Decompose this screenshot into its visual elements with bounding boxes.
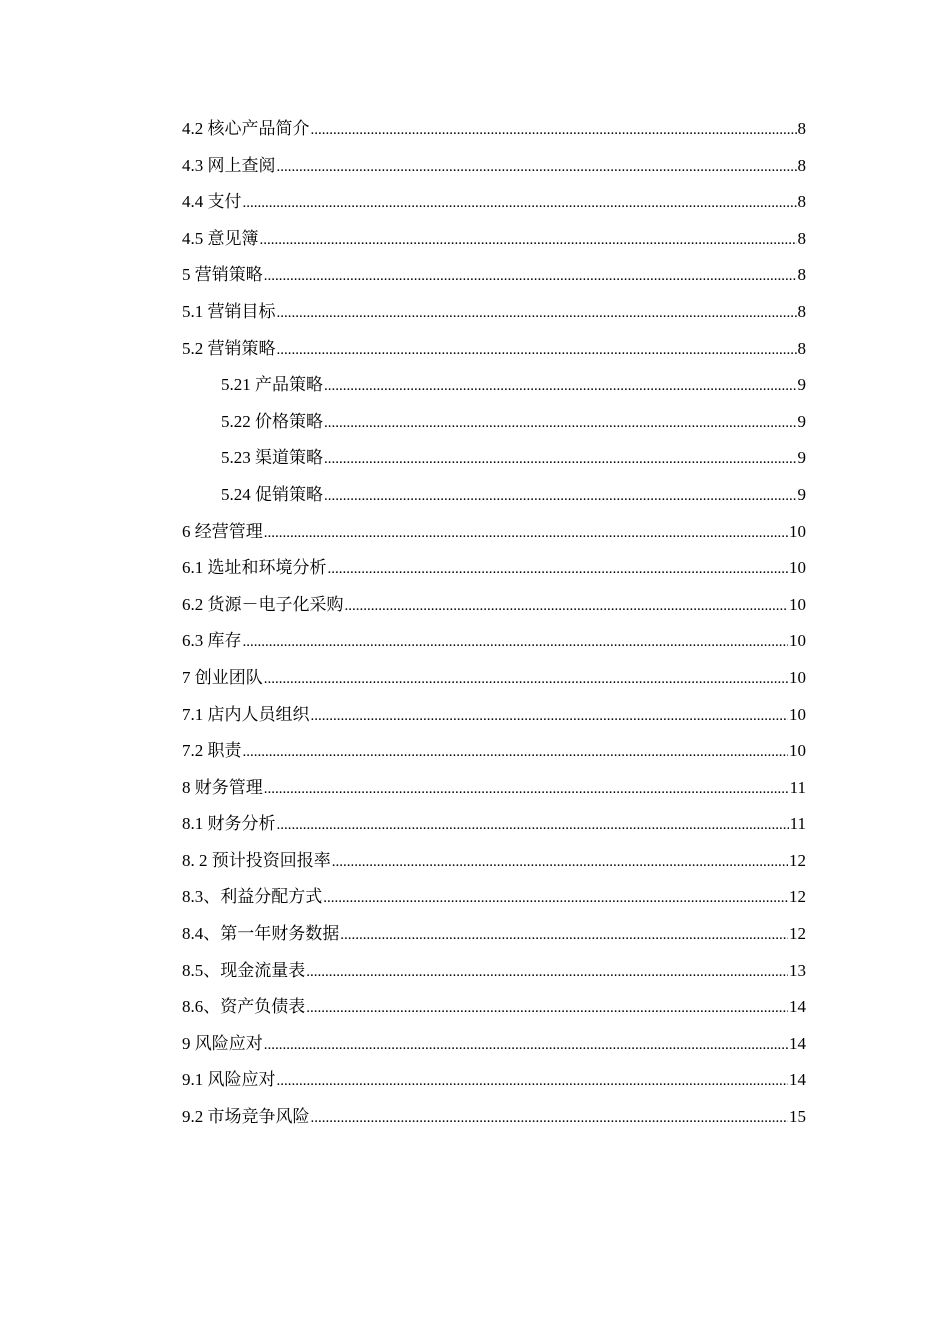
toc-entry-page: 8 <box>797 265 806 285</box>
toc-entry-title: 8. 2 预计投资回报率 <box>182 850 331 870</box>
toc-leader-dots <box>260 228 797 252</box>
toc-leader-dots <box>324 484 797 508</box>
toc-entry-page: 8 <box>797 228 806 248</box>
toc-entry-title: 6.2 货源－电子化采购 <box>182 594 344 614</box>
toc-entry-title: 4.2 核心产品简介 <box>182 119 310 138</box>
toc-entry-title: 6.3 库存 <box>182 631 242 651</box>
toc-entry[interactable] <box>182 775 806 812</box>
toc-entry[interactable] <box>182 445 806 482</box>
toc-leader-dots <box>264 777 789 801</box>
toc-entry[interactable] <box>182 555 806 592</box>
toc-entry-page: 10 <box>789 558 806 578</box>
toc-entry-page: 8 <box>797 155 806 175</box>
toc-entry[interactable] <box>182 811 806 848</box>
toc-entry[interactable] <box>182 153 806 190</box>
toc-entry-page: 14 <box>789 1070 806 1090</box>
toc-entry-title: 5.2 营销策略 <box>182 338 276 358</box>
toc-leader-dots <box>311 118 797 142</box>
toc-leader-dots <box>324 374 797 398</box>
toc-leader-dots <box>332 850 788 874</box>
toc-entry-title: 8.4、第一年财务数据 <box>182 924 340 944</box>
toc-entry-page: 11 <box>789 777 806 797</box>
toc-entry-page: 12 <box>789 924 806 944</box>
toc-entry-title: 7.1 店内人员组织 <box>182 704 310 724</box>
toc-leader-dots <box>243 630 789 654</box>
toc-entry-page: 8 <box>797 119 806 138</box>
toc-entry[interactable] <box>182 409 806 446</box>
toc-entry-page: 12 <box>789 887 806 907</box>
toc-leader-dots <box>243 191 797 215</box>
toc-entry-page: 11 <box>789 814 806 834</box>
toc-entry[interactable] <box>182 665 806 702</box>
toc-leader-dots <box>243 740 789 764</box>
toc-entry-page: 14 <box>789 997 806 1017</box>
toc-entry-title: 8.1 财务分析 <box>182 814 276 834</box>
toc-entry-page: 9 <box>797 411 806 431</box>
toc-entry-title: 5.1 营销目标 <box>182 301 276 321</box>
toc-leader-dots <box>324 447 797 471</box>
toc-leader-dots <box>264 1033 788 1057</box>
toc-entry-title: 9.1 风险应对 <box>182 1070 276 1090</box>
toc-leader-dots <box>345 594 789 618</box>
toc-entry[interactable] <box>182 262 806 299</box>
toc-leader-dots <box>328 557 789 581</box>
toc-leader-dots <box>264 667 788 691</box>
toc-leader-dots <box>277 155 797 179</box>
toc-entry-title: 7 创业团队 <box>182 667 263 687</box>
toc-entry-title: 8.6、资产负债表 <box>182 997 306 1017</box>
toc-entry[interactable] <box>182 116 806 153</box>
toc-entry[interactable] <box>182 226 806 263</box>
toc-entry-page: 8 <box>797 338 806 358</box>
toc-entry-title: 6.1 选址和环境分析 <box>182 558 327 578</box>
toc-entry-title: 7.2 职责 <box>182 741 242 761</box>
toc-entry-title: 5 营销策略 <box>182 265 263 285</box>
toc-leader-dots <box>306 960 788 984</box>
toc-entry-title: 8 财务管理 <box>182 777 263 797</box>
toc-entry[interactable] <box>182 884 806 921</box>
toc-entry-title: 4.3 网上查阅 <box>182 155 276 175</box>
toc-entry-page: 13 <box>789 960 806 980</box>
toc-entry[interactable] <box>182 1067 806 1104</box>
toc-entry[interactable] <box>182 372 806 409</box>
toc-entry-page: 10 <box>789 594 806 614</box>
toc-entry-title: 5.24 促销策略 <box>221 484 323 504</box>
toc-entry[interactable] <box>182 738 806 775</box>
toc-entry-page: 9 <box>797 484 806 504</box>
toc-entry[interactable] <box>182 848 806 885</box>
toc-entry-page: 8 <box>797 301 806 321</box>
toc-leader-dots <box>306 996 788 1020</box>
toc-entry[interactable] <box>182 1031 806 1068</box>
toc-leader-dots <box>277 301 797 325</box>
toc-entry-title: 4.5 意见簿 <box>182 228 259 248</box>
toc-entry-title: 9 风险应对 <box>182 1033 263 1053</box>
toc-leader-dots <box>340 923 788 947</box>
toc-entry-title: 8.5、现金流量表 <box>182 960 306 980</box>
toc-leader-dots <box>277 1069 789 1093</box>
toc-entry-title: 6 经营管理 <box>182 521 263 541</box>
toc-entry[interactable] <box>182 592 806 629</box>
toc-leader-dots <box>264 521 788 545</box>
toc-entry[interactable] <box>182 921 806 958</box>
table-of-contents <box>182 116 806 1141</box>
toc-entry-title: 5.21 产品策略 <box>221 375 323 395</box>
toc-entry[interactable] <box>182 702 806 739</box>
toc-entry-title: 9.2 市场竞争风险 <box>182 1107 310 1127</box>
toc-leader-dots <box>277 338 797 362</box>
toc-entry-title: 5.23 渠道策略 <box>221 448 323 468</box>
toc-leader-dots <box>311 704 789 728</box>
toc-entry-page: 8 <box>797 192 806 212</box>
toc-entry-page: 12 <box>789 850 806 870</box>
toc-entry[interactable] <box>182 336 806 373</box>
toc-leader-dots <box>311 1106 789 1130</box>
toc-leader-dots <box>264 264 797 288</box>
toc-entry-page: 10 <box>789 521 806 541</box>
toc-entry-page: 10 <box>789 704 806 724</box>
toc-entry[interactable] <box>182 519 806 556</box>
toc-entry-page: 10 <box>789 667 806 687</box>
toc-entry[interactable] <box>182 628 806 665</box>
toc-entry-title: 4.4 支付 <box>182 192 242 212</box>
toc-entry[interactable] <box>182 994 806 1031</box>
toc-entry[interactable] <box>182 958 806 995</box>
toc-leader-dots <box>277 813 789 837</box>
toc-entry[interactable] <box>182 1104 806 1141</box>
toc-entry-page: 10 <box>789 741 806 761</box>
toc-entry-page: 9 <box>797 375 806 395</box>
toc-leader-dots <box>323 886 788 910</box>
toc-entry-page: 14 <box>789 1033 806 1053</box>
toc-entry-page: 9 <box>797 448 806 468</box>
toc-leader-dots <box>324 411 797 435</box>
toc-entry-page: 15 <box>789 1107 806 1127</box>
toc-entry-title: 5.22 价格策略 <box>221 411 323 431</box>
toc-entry[interactable] <box>182 482 806 519</box>
toc-entry[interactable] <box>182 299 806 336</box>
toc-entry[interactable] <box>182 189 806 226</box>
toc-entry-title: 8.3、利益分配方式 <box>182 887 323 907</box>
toc-entry-page: 10 <box>789 631 806 651</box>
